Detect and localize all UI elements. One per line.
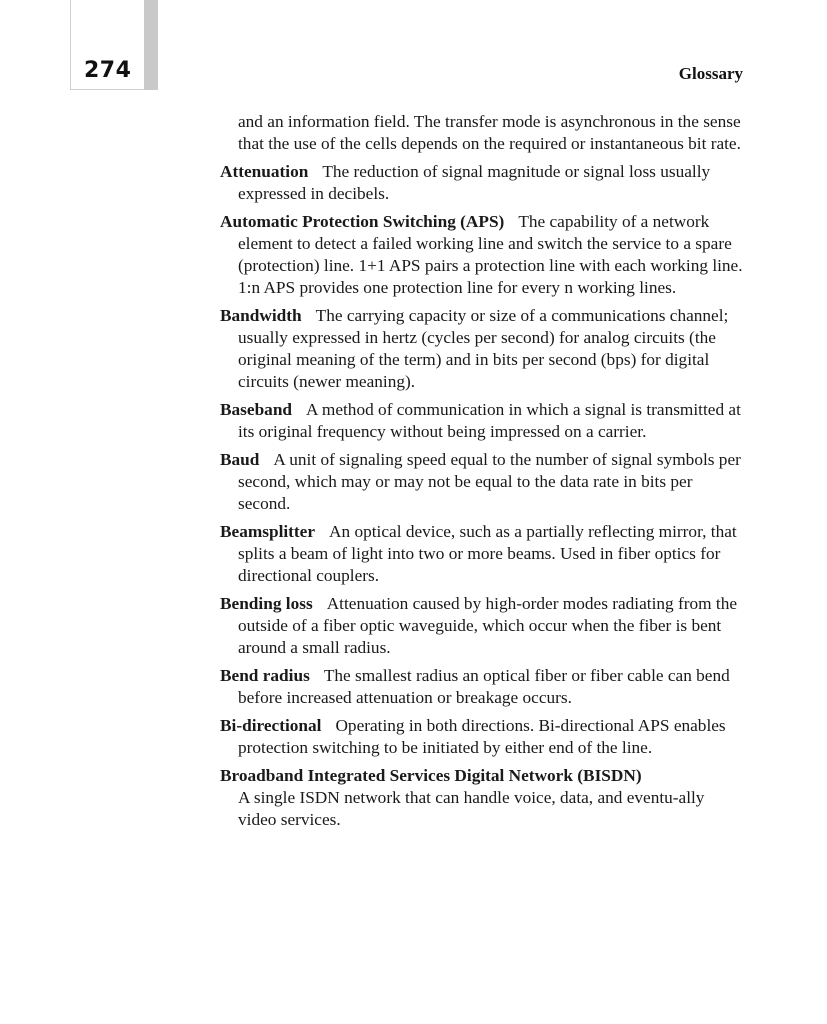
entry-definition: The carrying capacity or size of a communications channel; usually expressed in hertz (cycles per second) for analog circuits (the original meaning of the term) and in bits per second (bps) for digital circuits (newer meaning). bbox=[238, 306, 729, 391]
entry-term: Bending loss bbox=[220, 594, 313, 613]
entry-term: Bi-directional bbox=[220, 716, 322, 735]
entry-term: Attenuation bbox=[220, 162, 309, 181]
glossary-entry-bi-directional bbox=[220, 715, 745, 759]
glossary-entry-aps bbox=[220, 211, 745, 299]
page-tab-bar bbox=[144, 0, 158, 90]
glossary-entry-baud bbox=[220, 449, 745, 515]
entry-definition: The reduction of signal magnitude or signal loss usually expressed in decibels. bbox=[238, 162, 711, 203]
entry-definition: A method of communication in which a signal is transmitted at its original frequency without being impressed on a carrier. bbox=[238, 400, 741, 441]
entry-term: Bandwidth bbox=[220, 306, 302, 325]
glossary-entry-bisdn bbox=[220, 765, 745, 831]
entry-term: Baseband bbox=[220, 400, 293, 419]
glossary-entry-baseband bbox=[220, 399, 745, 443]
entry-definition: Attenuation caused by high-order modes radiating from the outside of a fiber optic waveguide, which occur when the fiber is bent around a small radius. bbox=[238, 594, 737, 657]
entry-term: Baud bbox=[220, 450, 260, 469]
page-number: 274 bbox=[84, 58, 132, 83]
glossary-entry-bending-loss bbox=[220, 593, 745, 659]
entry-term: Broadband Integrated Services Digital Network (BISDN) bbox=[220, 766, 642, 785]
entry-definition: The smallest radius an optical fiber or fiber cable can bend before increased attenuation or breakage occurs. bbox=[238, 666, 730, 707]
entry-definition: An optical device, such as a partially reflecting mirror, that splits a beam of light into two or more beams. Used in fiber optics for directional couplers. bbox=[238, 522, 737, 585]
glossary-body bbox=[220, 111, 745, 837]
entry-definition: The capability of a network element to detect a failed working line and switch the service to a spare (protection) line. 1+1 APS pairs a protection line with each working line. 1:n APS provides one protection line for every n working lines. bbox=[238, 212, 743, 297]
entry-definition: A unit of signaling speed equal to the number of signal symbols per second, which may or may not be equal to the data rate in bits per second. bbox=[238, 450, 741, 513]
glossary-entry-attenuation bbox=[220, 161, 745, 205]
entry-term: Automatic Protection Switching (APS) bbox=[220, 212, 505, 231]
glossary-entry-bend-radius bbox=[220, 665, 745, 709]
entry-definition: Operating in both directions. Bi-directional APS enables protection switching to be initiated by either end of the line. bbox=[238, 716, 726, 757]
running-head: Glossary bbox=[678, 64, 743, 83]
entry-term: Bend radius bbox=[220, 666, 310, 685]
glossary-entry-beamsplitter bbox=[220, 521, 745, 587]
glossary-entry-bandwidth bbox=[220, 305, 745, 393]
continuation-text: and an information field. The transfer mode is asynchronous in the sense that the use of the cells depends on the required or instantaneous bit rate. bbox=[238, 112, 741, 153]
entry-definition: A single ISDN network that can handle voice, data, and eventu-ally video services. bbox=[238, 788, 705, 829]
entry-term: Beamsplitter bbox=[220, 522, 316, 541]
